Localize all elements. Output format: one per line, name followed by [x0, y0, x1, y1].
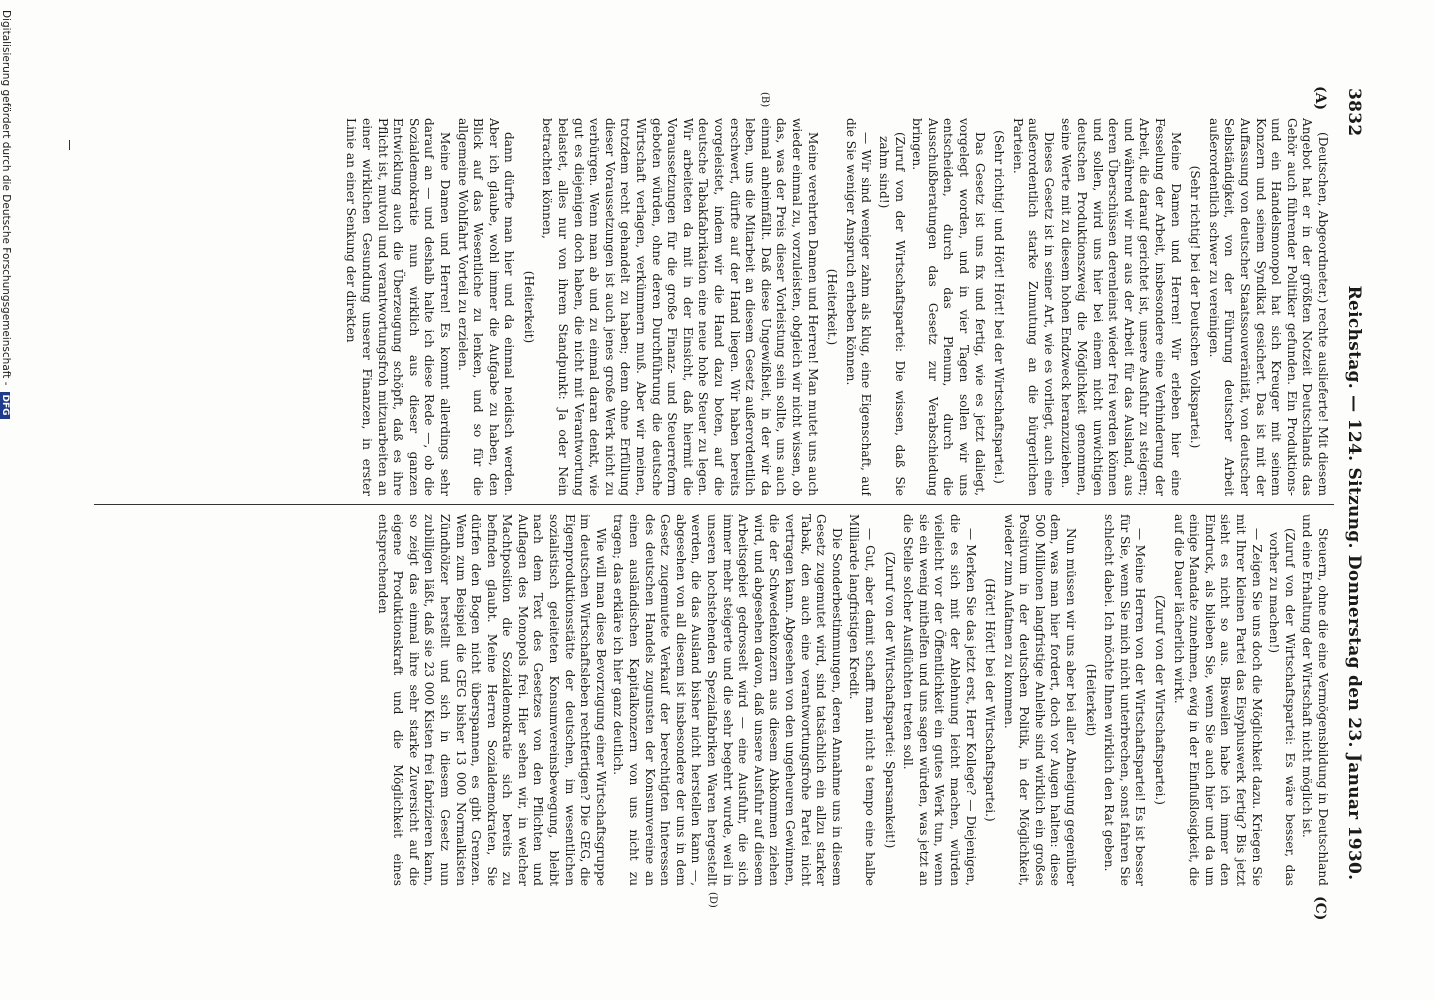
column-divider — [94, 504, 1334, 505]
interjection: (Zuruf von der Wirtschaftspartei: Die wissen, daß Sie zahm sind!) — [876, 132, 907, 496]
interjection: (Heiterkeit) — [1083, 663, 1098, 737]
paragraph: Die Sonderbestimmungen, deren Annahme uns in diesem Gesetz zugemutet wird, sind tatsächlich ein allzu starker Tabak, den auch eine verantwortungsfrohe Partei nicht vertragen kann. Abgesehen von den ungeheuren Gewinnen, die der Schwedenkonzern aus diesem Abkommen ziehen wird, und abgesehen davon, daß unsere Ausfuhr auf diesem Arbeitsgebiet gedrosselt wird — eine Ausfuhr, die sich immer mehr steigerte und die sehr begehrt wurde, weil in unseren hochstehenden Spezialfabriken Waren hergestellt werden, die das Ausland bisher nicht herstellen kann —, abgesehen von all diesem ist insbesondere der uns in dem Gesetz zugemutete Verkauf der berechtigten Interessen des deutschen Handels zugunsten der Konsumvereine an einen ausländischen Kapitalkonzern von uns nicht zu tragen; das erkläre ich hier ganz deutlich. — [611, 514, 844, 886]
left-text-column — [90, 118, 1330, 496]
paragraph: — Wir sind weniger zahm als klug, eine Eigenschaft, auf die Sie weniger Anspruch erheben können. — [843, 118, 874, 496]
paragraph: Meine Damen und Herren! Wir erleben hier eine Fesselung der Arbeit, insbesondere eine Verhinderung der Arbeit, die darauf gerichtet ist, unsere Ausfuhr zu steigern; und während wir nur aus der Arbeit für das Ausland, aus deren Überschüssen derenleinst wieder frei werden können und sollen, wird uns hier bei einem nicht unwichtigen deutschen Produktionszweig die Möglichkeit genommen, seine Werte mit zu diesem hohen Endzweck heranzuziehen. — [1059, 118, 1183, 496]
right-text-column — [90, 514, 1330, 886]
digitization-note: Digitalisierung gefördert durch die Deutsche Forschungsgemeinschaft - — [0, 10, 12, 386]
page-number: 3832 — [1344, 88, 1364, 137]
margin-marker-a: (A) — [1312, 86, 1328, 111]
interjection: (Zuruf von der Wirtschaftspartei.) — [1153, 594, 1168, 806]
interjection: (Heiterkeit) — [521, 270, 536, 344]
interjection: (Zuruf von der Wirtschaftspartei: Sparsamkeit!) — [882, 551, 897, 849]
paragraph: Meine verehrten Damen und Herren! Man mutet uns auch wieder einmal zu, vorzuleisten, obgleich wir nicht wissen, ob das, was der Preis dieser Vorleistung sein sollte, uns auch einmal anheimfällt. Daß diese Ungewißheit, in der wir da leben, uns die Mitarbeit an diesem Gesetz außerordentlich erschwert, dürfte auf der Hand liegen. Wir haben bereits vorgeleistet, indem wir die Hand dazu boten, auf die deutsche Tabakfabrikation eine neue hohe Steuer zu legen. Wir arbeiteten da mit in der Einsicht, daß hiermit die Voraussetzungen für die große Finanz- und Steuerreform geboten würden, ohne deren Durchführung die deutsche Wirtschaft verlagen, verkümmern muß. Aber wir meinen, trotzdem recht gehandelt zu haben; denn ohne Erfüllung dieser Voraussetzungen ist auch jenes große Werk nicht zu verbürgen. Wenn man ab und zu einmal daran denkt, wie gut es diejenigen doch haben, die nicht mit Verantwortung belastet, alles nur von ihrem Standpunkt: Ja oder Nein betrachten können, — [540, 118, 820, 496]
paragraph: Das Gesetz ist uns fix und fertig, wie es jetzt daliegt, vorgelegt worden, und in vier Tagen sollen wir uns entscheiden, durch das Plenum, durch die Ausschußberatungen das Gesetz zur Verabschiedung bringen. — [910, 118, 987, 496]
paragraph: (Deutschen, Abgeordneter.) rechte auslieferte! Mit diesem Angebot hat er in der größten Notzeit Deutschlands das Gehör auch führender Politiker gefunden. Ein Produktions- und ein Handelsmonopol hat sich Kreuger mit seinem Konzern und seinem Syndikat gesichert. Das ist mit der Auffassung von deutscher Staatssouveränität, von deutscher Selbständigkeit, von der Führung deutscher Arbeit außerordentlich schwer zu vereinigen. — [1206, 118, 1330, 496]
paragraph: — Merken Sie das jetzt erst, Herr Kollege? — Diejenigen, die es sich mit der Ablehnung leicht machen, würden vielleicht vor der Öffentlichkeit ein gutes Werk tun, wenn sie ein wenig mithelfen und uns sagen würden, was jetzt an die Stelle solcher Ausflüchten treten soll. — [901, 514, 978, 886]
paragraph: Dieses Gesetz ist in seiner Art, wie es vorliegt, auch eine außerordentlich starke Zumutung an die bürgerlichen Parteien. — [1010, 118, 1056, 496]
interjection: (Sehr richtig! bei der Deutschen Volkspartei.) — [1188, 165, 1203, 449]
paragraph: Steuern, ohne die eine Vermögensbildung in Deutschland und eine Erhaltung der Wirtschaft nicht möglich ist. — [1300, 514, 1330, 886]
paragraph: — Gut, aber damit schafft man nicht a tempo eine halbe Milliarde langfristigen Kredit. — [847, 514, 877, 886]
interjection: (Hört! Hört! bei der Wirtschaftspartei.) — [983, 578, 998, 822]
interjection: (Zuruf von der Wirtschaftspartei: Es wäre besser, das vorher zu machen!) — [1267, 528, 1297, 886]
margin-marker-b: (B) — [759, 92, 770, 108]
paragraph: Nun müssen wir uns aber bei aller Abneigung gegenüber dem, was man hier fordert, doch vor Augen halten: diese 500 Millionen langfristige Anleihe sind wirklich ein großes Positivum in der deutschen Politik, in der Möglichkeit, wieder zum Aufatmen zu kommen. — [1001, 514, 1079, 886]
interjection: (Sehr richtig! und Hört! Hört! bei der Wirtschaftspartei.) — [992, 130, 1007, 484]
footer-dash — [69, 140, 70, 150]
margin-marker-d: (D) — [707, 892, 718, 908]
page-header — [1338, 88, 1364, 948]
paragraph: — Meine Herren von der Wirtschaftspartei! Es ist besser für Sie, wenn Sie mich nicht unterbrechen, sonst fahren Sie schlecht dabei. Ich möchte Ihnen wirklich den Rat geben. — [1102, 514, 1148, 886]
digitization-sidebar — [0, 0, 14, 1000]
page-title: Reichstag. — 124. Sitzung. Donnerstag den 23. Januar 1930. — [1344, 285, 1364, 881]
dfg-logo: DFG — [0, 392, 10, 419]
paragraph: Wie will man diese Bevorzugung einer Wirtschaftsgruppe im deutschen Wirtschaftsleben rechtfertigen? Die GEG, die Eigenproduktionsstätte der deutschen, im wesentlichen sozialistisch geleiteten Konsumvereinsbewegung, bleibt nach dem Text des Gesetzes von den Pflichten und Auflagen des Monopols frei. Hier sehen wir, in welcher Machtposition die Sozialdemokratie sich bereits zu befinden glaubt. Meine Herren Sozialdemokraten, Sie dürfen den Bogen nicht überspannen, es gibt Grenzen. Wenn zum Beispiel die GEG bisher 13 000 Normalkisten Zündhölzer herstellt und sich in diesem Gesetz nun zubilligen läßt, daß sie 23 000 Kisten frei fabrizieren kann, so zeigt das einmal ihre sehr starke Zuversicht auf die eigene Produktionskraft und die Möglichkeit eines entsprechenden — [375, 514, 608, 886]
paragraph: Meine Damen und Herren! Es kommt allerdings sehr darauf an — und deshalb halte ich diese Rede —, ob die Sozialdemokratie nun wirklich aus dieser ganzen Entwicklung auch die Überzeugung schöpft, daß es ihre Pflicht ist, mutvoll und verantwortungsfroh mitzuarbeiten an einer wirklichen Gesundung unserer Finanzen, in erster Linie an einer Senkung der direkten — [344, 118, 452, 496]
margin-marker-c: (C) — [1312, 896, 1328, 921]
paragraph: dann dürfte man hier und da einmal neidisch werden. Aber ich glaube, wohl immer die Aufgabe zu haben, den Blick auf das Wesentliche zu lenken, und so für die allgemeine Wohlfahrt Vorteil zu erzielen. — [455, 118, 517, 496]
interjection: (Heiterkeit.) — [825, 268, 840, 346]
paragraph: — Zeigen Sie uns doch die Möglichkeit dazu. Kriegen Sie mit Ihrer kleinen Partei das Eisyphuswerk fertig? Bis jetzt sieht es nicht so aus. Bisweilen habe ich immer den Eindruck, als blieben Sie, wenn Sie auch hier und da um einige Mandate zunehmen, ewig in der Einflußlosigkeit, die auf die Dauer lächerlich wirkt. — [1171, 514, 1264, 886]
